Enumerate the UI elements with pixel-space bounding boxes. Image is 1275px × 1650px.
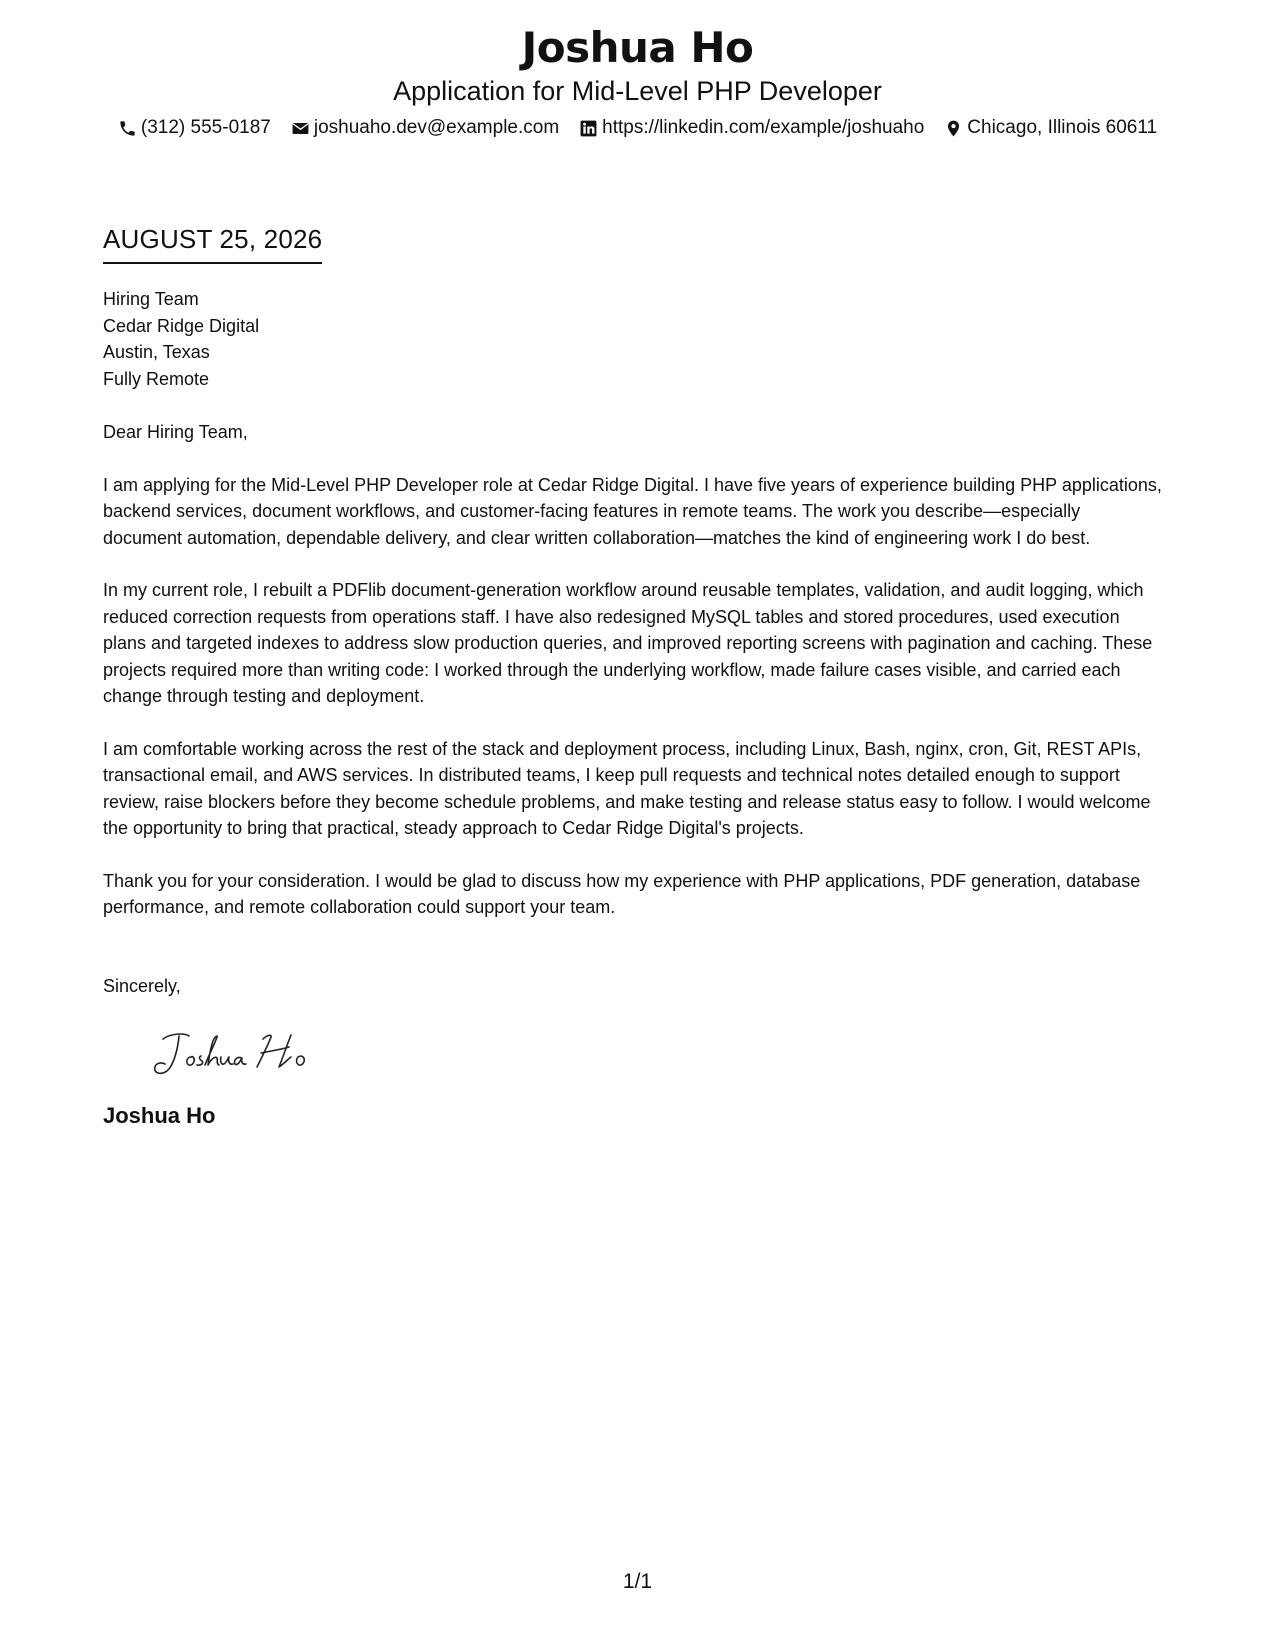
phone-text: (312) 555-0187 [140, 117, 271, 138]
signature-image [145, 1027, 325, 1081]
recipient-line: Cedar Ridge Digital [103, 315, 260, 336]
phone-icon [118, 119, 137, 138]
body-paragraph: In my current role, I rebuilt a PDFlib document-generation workflow around reusable templates, validation, and audit logging, which reduced correction requests from operations staff. I have also redesigned MySQL tables and stored procedures, used execution plans and targeted indexes to address slow production queries, and improved reporting screens with pagination and caching. These projects required more than writing code: I worked through the underlying workflow, made failure cases visible, and carried each change through testing and deployment. [103, 580, 1153, 706]
closing: Sincerely, [103, 975, 181, 996]
page-number: 1/1 [622, 1570, 653, 1593]
recipient-line: Hiring Team [103, 289, 199, 309]
contact-info [0, 116, 1275, 140]
salutation: Dear Hiring Team, [103, 422, 248, 442]
email-text: joshuaho.dev@example.com [313, 117, 560, 138]
map-marker-icon [944, 119, 963, 138]
contact-location [944, 116, 1157, 140]
linkedin-icon [579, 119, 598, 138]
envelope-icon [291, 119, 310, 138]
recipient-line: Fully Remote [103, 368, 210, 389]
body-paragraph: I am applying for the Mid-Level PHP Developer role at Cedar Ridge Digital. I have five years of experience building PHP applications, backend services, document workflows, and customer-facing features in remote teams. The work you describe—especially document automation, dependable delivery, and clear written collaboration—matches the kind of engineering work I do best. [103, 474, 1162, 548]
contact-email [291, 116, 559, 140]
application-title: Application for Mid-Level PHP Developer [393, 76, 882, 106]
letter-body [103, 222, 1163, 1131]
recipient-block [103, 286, 1163, 392]
body-paragraph: Thank you for your consideration. I would be glad to discuss how my experience with PHP applications, PDF generation, database performance, and remote collaboration could support your team. [103, 870, 1141, 917]
signer-name: Joshua Ho [103, 1103, 216, 1128]
location-text: Chicago, Illinois 60611 [967, 117, 1158, 138]
handwritten-signature [145, 1027, 1163, 1081]
applicant-name: Joshua Ho [521, 23, 754, 72]
contact-linkedin [579, 116, 924, 140]
letter-date: AUGUST 25, 2026 [103, 222, 322, 264]
recipient-line: Austin, Texas [103, 342, 210, 362]
linkedin-text: https://linkedin.com/example/joshuaho [602, 117, 925, 138]
contact-phone [118, 116, 271, 140]
letter-header [0, 20, 1275, 140]
body-paragraph: I am comfortable working across the rest of the stack and deployment process, including Linux, Bash, nginx, cron, Git, REST APIs, transactional email, and AWS services. In distributed teams, I keep pull requests and technical notes detailed enough to support review, raise blockers before they become schedule problems, and make testing and release status easy to follow. I would welcome the opportunity to bring that practical, steady approach to Cedar Ridge Digital's projects. [103, 738, 1151, 838]
